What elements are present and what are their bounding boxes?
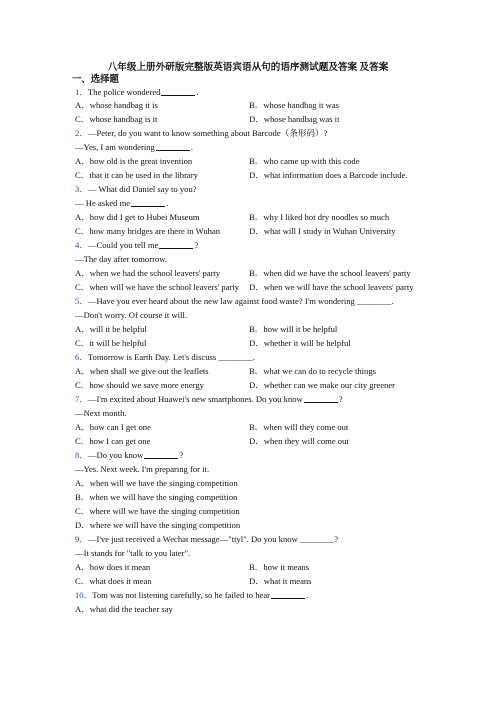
option[interactable]: A．what did the teacher say	[75, 604, 173, 614]
option[interactable]: D．whose handbag was it	[249, 114, 340, 124]
option[interactable]: C．it will be helpful	[75, 338, 147, 348]
question-1: 1．The police wondered .	[75, 87, 199, 97]
question-7: 7．—I'm excited about Huawei's new smartphones. Do you know ?	[75, 394, 343, 404]
option[interactable]: C．when will we have the school leavers' party	[75, 282, 240, 292]
question-5: 5．—Have you ever heard about the new law against food waste? I'm wondering ________.	[75, 296, 394, 306]
option[interactable]: B．when we will have the singing competition	[75, 492, 238, 502]
option[interactable]: B．how will it be helpful	[249, 324, 338, 334]
option[interactable]: A．when shall we give out the leaflets	[75, 366, 209, 376]
question-8: 8．—Do you know ?	[75, 450, 184, 460]
dialogue-line: — He asked me .	[75, 198, 169, 208]
option[interactable]: A．how does it mean	[75, 562, 151, 572]
question-2: 2．—Peter, do you want to know something about Barcode（条形码）?	[75, 128, 328, 138]
option[interactable]: A．will it be helpful	[75, 324, 147, 334]
option[interactable]: D．whether it will be helpful	[249, 338, 351, 348]
option[interactable]: C．how I can get one	[75, 436, 151, 446]
dialogue-line: —Don't worry. Of course it will.	[75, 310, 187, 320]
option[interactable]: B．who came up with this code	[249, 156, 360, 166]
option[interactable]: A．how old is the great invention	[75, 156, 193, 166]
option[interactable]: D．when we will have the school leavers' party	[249, 282, 414, 292]
dialogue-line: —The day after tomorrow.	[75, 254, 168, 264]
question-9: 9．—I've just received a Wechat message—"ttyl". Do you know ________?	[75, 534, 339, 544]
option[interactable]: B．when will they come out	[249, 422, 349, 432]
option[interactable]: B．why I liked hot dry noodles so much	[249, 212, 390, 222]
option[interactable]: C．how many bridges are there in Wuhan	[75, 226, 221, 236]
option[interactable]: C．where will we have the singing competition	[75, 506, 240, 516]
option[interactable]: D．what it means	[249, 576, 312, 586]
option[interactable]: D．where we will have the singing competition	[75, 520, 241, 530]
option[interactable]: B．what we can do to recycle things	[249, 366, 376, 376]
option[interactable]: C．how should we save more energy	[75, 380, 204, 390]
question-6: 6．Tomorrow is Earth Day. Let's discuss ________.	[75, 352, 255, 362]
option[interactable]: C．whose handbag is it	[75, 114, 158, 124]
option[interactable]: C．what does it mean	[75, 576, 152, 586]
option[interactable]: B．when did we have the school leavers' party	[249, 268, 411, 278]
question-10: 10．Tom was not listening carefully, so he failed to hear .	[75, 590, 309, 600]
question-3: 3．— What did Daniel say to you?	[75, 184, 197, 194]
option[interactable]: D．when they will come out	[249, 436, 349, 446]
option[interactable]: B．whose handbag it was	[249, 100, 339, 110]
option[interactable]: D．what will I study in Wuhan University	[249, 226, 396, 236]
dialogue-line: —It stands for "talk to you later".	[75, 548, 191, 558]
option[interactable]: A．when we had the school leavers' party	[75, 268, 221, 278]
dialogue-line: —Yes. Next week. I'm preparing for it.	[75, 464, 210, 474]
document-title: 八年级上册外研版完整版英语宾语从句的语序测试题及答案 及答案	[107, 62, 389, 73]
dialogue-line: —Yes, I am wondering .	[75, 142, 193, 152]
option[interactable]: A．whose handbag it is	[75, 100, 158, 110]
question-4: 4．—Could you tell me ?	[75, 240, 199, 250]
section-heading: 一、选择题	[72, 75, 119, 85]
dialogue-line: —Next month.	[75, 408, 127, 418]
option[interactable]: A．when will we have the singing competition	[75, 478, 238, 488]
option[interactable]: C．that it can be used in the library	[75, 170, 198, 180]
option[interactable]: D．whether can we make our city greener	[249, 380, 396, 390]
option[interactable]: A．how can I get one	[75, 422, 151, 432]
option[interactable]: D．what information does a Barcode include.	[249, 170, 408, 180]
option[interactable]: B．how it means	[249, 562, 310, 572]
option[interactable]: A．how did I get to Hubei Museum	[75, 212, 200, 222]
